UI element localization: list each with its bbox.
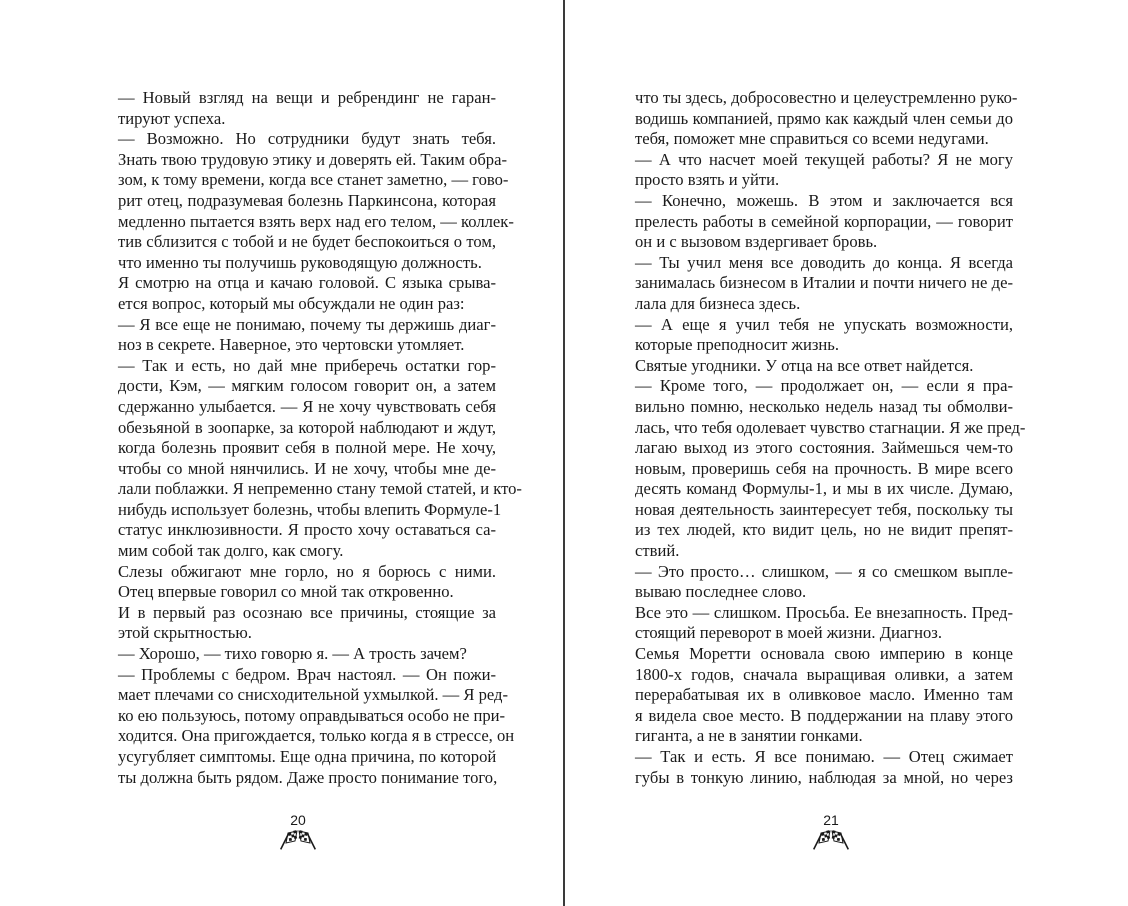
text-line: стоящий переворот в моей жизни. Диагноз. [635, 623, 942, 643]
text-line: — Ты учил меня все доводить до конца. Я всегда [635, 252, 1013, 272]
text-line: лала для бизнеса здесь. [635, 293, 801, 313]
text-line: чтобы со мной нянчились. И не хочу, чтобы мне де- [118, 458, 496, 478]
text-line: Святые угодники. У отца на все ответ найдется. [635, 355, 974, 375]
text-line: — Проблемы с бедром. Врач настоял. — Он пожи- [118, 664, 496, 684]
text-line: мает плечами со снисходительной ухмылкой. — Я ред- [118, 685, 509, 705]
text-line: — Хорошо, — тихо говорю я. — А трость зачем? [118, 644, 467, 664]
right-page-text [635, 88, 1026, 788]
right-page-footer [801, 812, 861, 851]
text-line: — Кроме того, — продолжает он, — если я пра- [635, 376, 1013, 396]
text-line: — Конечно, можешь. В этом и заключается вся [635, 190, 1013, 210]
text-line: лась, что тебя одолевает чувство стагнации. Я же пред- [635, 417, 1026, 437]
text-line: — Возможно. Но сотрудники будут знать тебя. [118, 129, 496, 149]
text-line: тив сблизится с тобой и не будет беспокоиться о том, [118, 232, 496, 252]
text-line: которые преподносит жизнь. [635, 335, 840, 355]
page-number-right: 21 [823, 812, 839, 828]
text-line: рит отец, подразумевая болезнь Паркинсона, которая [118, 190, 496, 210]
text-line: гиганта, а не в занятии гонками. [635, 726, 863, 746]
text-line: что ты здесь, добросовестно и целеустремленно руко- [635, 88, 1018, 107]
text-line: новая деятельность заинтересует тебя, поскольку ты [635, 499, 1013, 519]
text-line: ется вопрос, который мы обсуждали не один раз: [118, 293, 465, 313]
text-line: — А что насчет моей текущей работы? Я не могу [635, 149, 1013, 169]
text-line: он и с вызовом вздергивает бровь. [635, 232, 878, 252]
text-line: вываю последнее слово. [635, 582, 807, 602]
text-line: — Это просто… слишком, — я со смешком выпле- [635, 561, 1013, 581]
text-line: ствий. [635, 541, 680, 561]
text-line: обезьяной в зоопарке, за которой наблюдают и ждут, [118, 417, 496, 437]
text-line: из тех людей, кто видит цель, но не видит препят- [635, 520, 1013, 540]
text-line: когда болезнь проявит себя в полной мере. Не хочу, [118, 438, 496, 458]
text-line: водишь компанией, прямо как каждый член семьи до [635, 108, 1013, 128]
left-page [118, 88, 522, 788]
text-line: Семья Моретти основала свою империю в конце [635, 644, 1013, 664]
text-line: лагаю выход из этого состояния. Займешься чем-то [635, 438, 1013, 458]
text-line: — Я все еще не понимаю, почему ты держишь диаг- [118, 314, 496, 334]
text-line: новым, проверишь себя на прочность. В мире всего [635, 458, 1013, 478]
page-gutter-divider [563, 0, 565, 906]
text-line: занималась бизнесом в Италии и почти ничего не де- [635, 273, 1013, 293]
text-line: ко ею пользуюсь, потому оправдываться особо не при- [118, 705, 506, 725]
left-page-footer [268, 812, 328, 851]
right-page [635, 88, 1026, 788]
text-line: что именно ты получишь руководящую должность. [118, 252, 482, 272]
text-line: нибудь использует болезнь, чтобы влепить Формуле-1 [118, 499, 502, 519]
text-line: тебя, поможет мне справиться со всеми недугами. [635, 129, 989, 149]
text-line: — А еще я учил тебя не упускать возможности, [635, 314, 1013, 334]
text-line: Все это — слишком. Просьба. Ее внезапность. Пред- [635, 602, 1013, 622]
page-number-left: 20 [290, 812, 306, 828]
text-line: губы в тонкую линию, наблюдая за мной, но через [635, 767, 1013, 787]
text-line: медленно пытается взять верх над его телом, — коллек- [118, 211, 514, 231]
text-line: лали поблажки. Я непременно стану темой статей, и кто- [118, 479, 522, 499]
text-line: Слезы обжигают мне горло, но я борюсь с ними. [118, 561, 496, 581]
text-line: этой скрытностью. [118, 623, 252, 643]
text-line: ты должна быть рядом. Даже просто понимание того, [118, 767, 498, 787]
text-line: — Новый взгляд на вещи и ребрендинг не гаран- [118, 88, 496, 107]
text-line: усугубляет симптомы. Еще одна причина, по которой [118, 747, 497, 766]
text-line: — Так и есть, но дай мне приберечь остатки гор- [118, 355, 496, 375]
text-line: сдержанно улыбается. — Я не хочу чувствовать себя [118, 396, 496, 416]
text-line: я видела свое место. В поддержании на плаву этого [635, 705, 1013, 725]
text-line: Я смотрю на отца и качаю головой. С языка срыва- [118, 273, 496, 293]
text-line: — Так и есть. Я все понимаю. — Отец сжимает [635, 747, 1013, 766]
left-page-text [118, 88, 522, 788]
text-line: десять команд Формулы-1, и мы в их числе. Думаю, [635, 479, 1013, 499]
text-line: статус инклюзивности. Я просто хочу оставаться са- [118, 520, 496, 540]
text-line: вильно помню, несколько недель назад ты обмолви- [635, 396, 1013, 416]
text-line: Знать твою трудовую этику и доверять ей. Таким обра- [118, 149, 507, 169]
text-line: 1800-х годов, сначала выращивая оливки, а затем [635, 664, 1013, 684]
text-line: И в первый раз осознаю все причины, стоящие за [118, 602, 496, 622]
text-line: Отец впервые говорил со мной так откровенно. [118, 582, 454, 602]
text-line: прелесть работы в семейной корпорации, — говорит [635, 211, 1013, 231]
checkered-flags-icon [276, 829, 320, 851]
text-line: дости, Кэм, — мягким голосом говорит он, а затем [118, 376, 496, 396]
text-line: тируют успеха. [118, 108, 226, 128]
text-line: зом, к тому времени, когда все станет заметно, — гово- [118, 170, 509, 190]
text-line: перерабатывая их в оливковое масло. Именно там [635, 685, 1013, 705]
text-line: ноз в секрете. Наверное, это чертовски утомляет. [118, 335, 465, 355]
text-line: мим собой так долго, как смогу. [118, 541, 344, 561]
text-line: ходится. Она пригождается, только когда я в стрессе, он [118, 726, 515, 746]
checkered-flags-icon [809, 829, 853, 851]
text-line: просто взять и уйти. [635, 170, 780, 190]
